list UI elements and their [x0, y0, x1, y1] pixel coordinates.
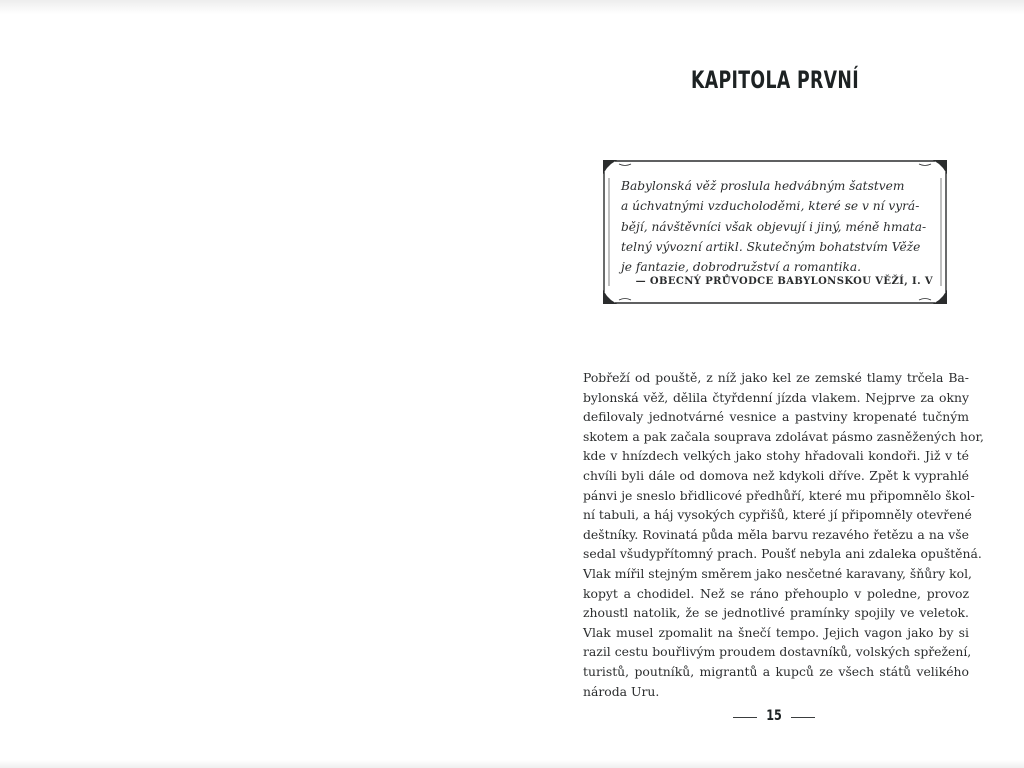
body-line: kde v hnízdech velkých jako stohy hřadovali kondoři. Již v té	[583, 448, 969, 464]
body-line: turistů, poutníků, migrantů a kupců ze všech států velikého	[583, 663, 969, 679]
body-line: zhoustl natolik, že se jednotlivé pramínky spojily ve veletok.	[583, 605, 969, 621]
body-line: kopyt a chodidel. Než se ráno přehouplo v poledne, provoz	[583, 585, 969, 601]
body-line: ní tabuli, a háj vysokých cypřišů, které jí připomněly otevřené	[583, 507, 972, 523]
chapter-title: KAPITOLA PRVNÍ	[690, 66, 860, 94]
body-line: pánvi je sneslo břidlicové předhůří, které mu připomnělo škol-	[583, 487, 975, 503]
epigraph-line: je fantazie, dobrodružství a romantika.	[621, 260, 862, 275]
page-number-text: 15	[766, 708, 782, 724]
epigraph-text	[621, 176, 931, 277]
epigraph-line: Babylonská věž proslula hedvábným šatstvem	[621, 179, 905, 193]
page-number	[733, 708, 815, 726]
chapter-body-text	[583, 368, 984, 701]
body-line: chvíli byli dále od domova než kdykoli dříve. Zpět k vyprahlé	[583, 467, 969, 483]
epigraph-line: a úchvatnými vzducholoděmi, které se v ní vyrá-	[621, 199, 920, 214]
folio-rule-right	[791, 717, 815, 718]
page-top-shadow	[0, 0, 1024, 14]
body-line: Vlak mířil stejným směrem jako nesčetné karavany, šňůry kol,	[583, 565, 972, 581]
epigraph-source: — OBECNÝ PRŮVODCE BABYLONSKOU VĚŽÍ, I. V	[635, 276, 933, 287]
body-line: bylonská věž, dělila čtyřdenní jízda vlakem. Nejprve za okny	[583, 389, 969, 405]
body-line: deštníky. Rovinatá půda měla barvu rezavého řetězu a na vše	[583, 526, 969, 542]
epigraph-line: telný vývozní artikl. Skutečným bohatstvím Věže	[621, 239, 921, 254]
page-bottom-shadow	[0, 760, 1024, 768]
body-line: Vlak musel zpomalit na šnečí tempo. Jejich vagon jako by si	[583, 624, 969, 640]
body-line: sedal všudypřítomný prach. Poušť nebyla ani zdaleka opuštěná.	[583, 546, 982, 562]
body-line: defilovaly jednotvárné vesnice a pastviny kropenaté tučným	[583, 409, 969, 425]
body-line: razil cestu bouřlivým proudem dostavníků, volských spřežení,	[583, 644, 972, 660]
body-line: národa Uru.	[583, 683, 660, 699]
epigraph-line: bějí, návštěvníci však objevují i jiný, méně hmata-	[621, 219, 927, 234]
body-line: skotem a pak začala souprava zdolávat pásmo zasněžených hor,	[583, 428, 984, 444]
body-line: Pobřeží od pouště, z níž jako kel ze zemské tlamy trčela Ba-	[583, 370, 969, 385]
